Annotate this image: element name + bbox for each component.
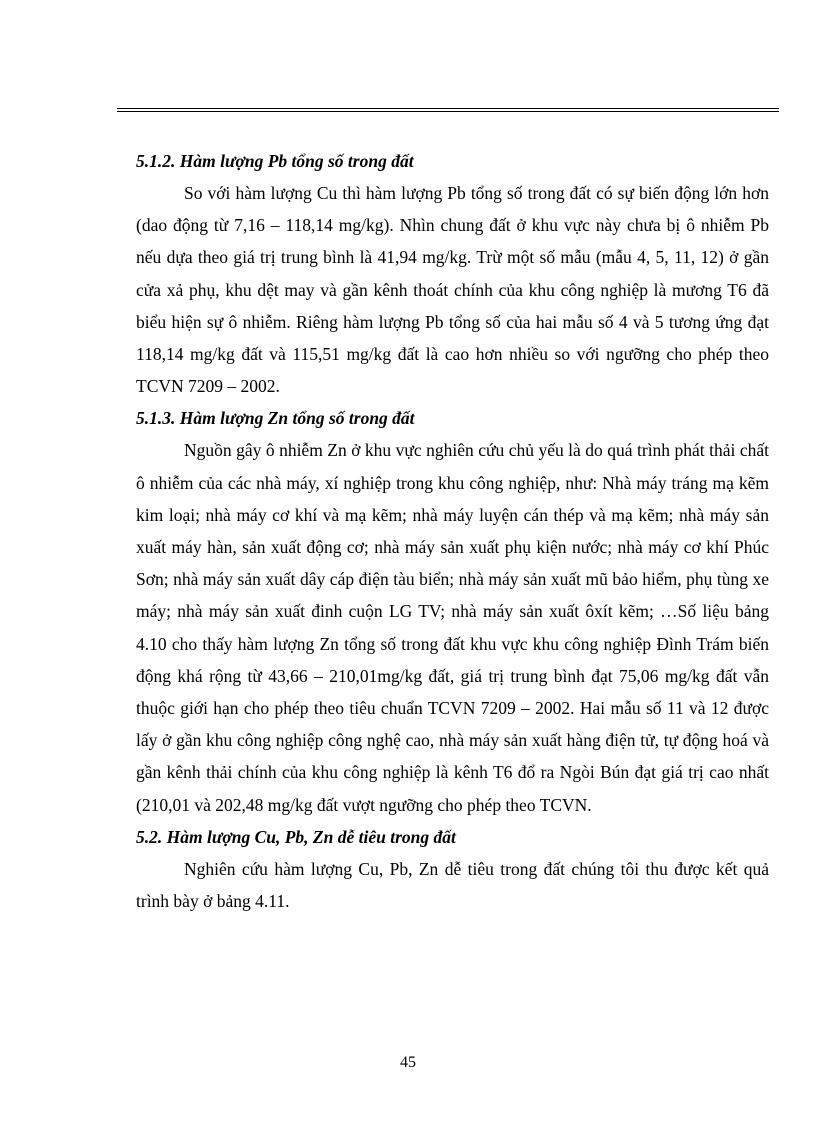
page-number: 45 bbox=[400, 1054, 416, 1071]
header-rule bbox=[117, 108, 779, 112]
paragraph-available-metals: Nghiên cứu hàm lượng Cu, Pb, Zn dễ tiêu trong đất chúng tôi thu được kết quả trình bày ở bảng 4.11. bbox=[136, 858, 769, 912]
paragraph-zn-content: Nguồn gây ô nhiễm Zn ở khu vực nghiên cứu chủ yếu là do quá trình phát thải chất ô nhiễm của các nhà máy, xí nghiệp trong khu công nghiệp, như: Nhà máy tráng mạ kẽm kim loại; nhà máy cơ khí và mạ kẽm; nhà máy luyện cán thép và mạ kẽm; nhà máy sản xuất máy hàn, sản xuất động cơ; nhà máy sản xuất phụ kiện nước; nhà máy cơ khí Phúc Sơn; nhà máy sản xuất dây cáp điện tàu biển; nhà máy sản xuất mũ bảo hiểm, phụ tùng xe máy; nhà máy sản xuất đinh cuộn LG TV; nhà máy sản xuất ôxít kẽm; …Số liệu bảng 4.10 cho thấy hàm lượng Zn tổng số trong đất khu vực khu công nghiệp Đình Trám biến động khá rộng từ 43,66 – 210,01mg/kg đất, giá trị trung bình đạt 75,06 mg/kg đất vẫn thuộc giới hạn cho phép theo tiêu chuẩn TCVN 7209 – 2002. Hai mẫu số 11 và 12 được lấy ở gần khu công nghiệp công nghệ cao, nhà máy sản xuất hàng điện tử, tự động hoá và gần kênh thải chính của khu công nghiệp là kênh T6 đổ ra Ngòi Bún đạt giá trị cao nhất (210,01 và 202,48 mg/kg đất vượt ngưỡng cho phép theo TCVN. bbox=[136, 440, 769, 815]
section-heading-5-1-3: 5.1.3. Hàm lượng Zn tổng số trong đất bbox=[136, 408, 415, 429]
section-heading-5-2: 5.2. Hàm lượng Cu, Pb, Zn dễ tiêu trong đất bbox=[136, 826, 456, 847]
document-body bbox=[136, 145, 769, 917]
section-heading-5-1-2: 5.1.2. Hàm lượng Pb tổng số trong đất bbox=[136, 151, 414, 171]
paragraph-pb-content: So với hàm lượng Cu thì hàm lượng Pb tổng số trong đất có sự biến động lớn hơn (dao động từ 7,16 – 118,14 mg/kg). Nhìn chung đất ở khu vực này chưa bị ô nhiễm Pb nếu dựa theo giá trị trung bình là 41,94 mg/kg. Trừ một số mẫu (mẫu 4, 5, 11, 12) ở gần cửa xả phụ, khu dệt may và gần kênh thoát chính của khu công nghiệp là mương T6 đã biểu hiện sự ô nhiễm. Riêng hàm lượng Pb tổng số của hai mẫu số 4 và 5 tương ứng đạt 118,14 mg/kg đất và 115,51 mg/kg đất là cao hơn nhiều so với ngưỡng cho phép theo TCVN 7209 – 2002. bbox=[136, 183, 769, 397]
